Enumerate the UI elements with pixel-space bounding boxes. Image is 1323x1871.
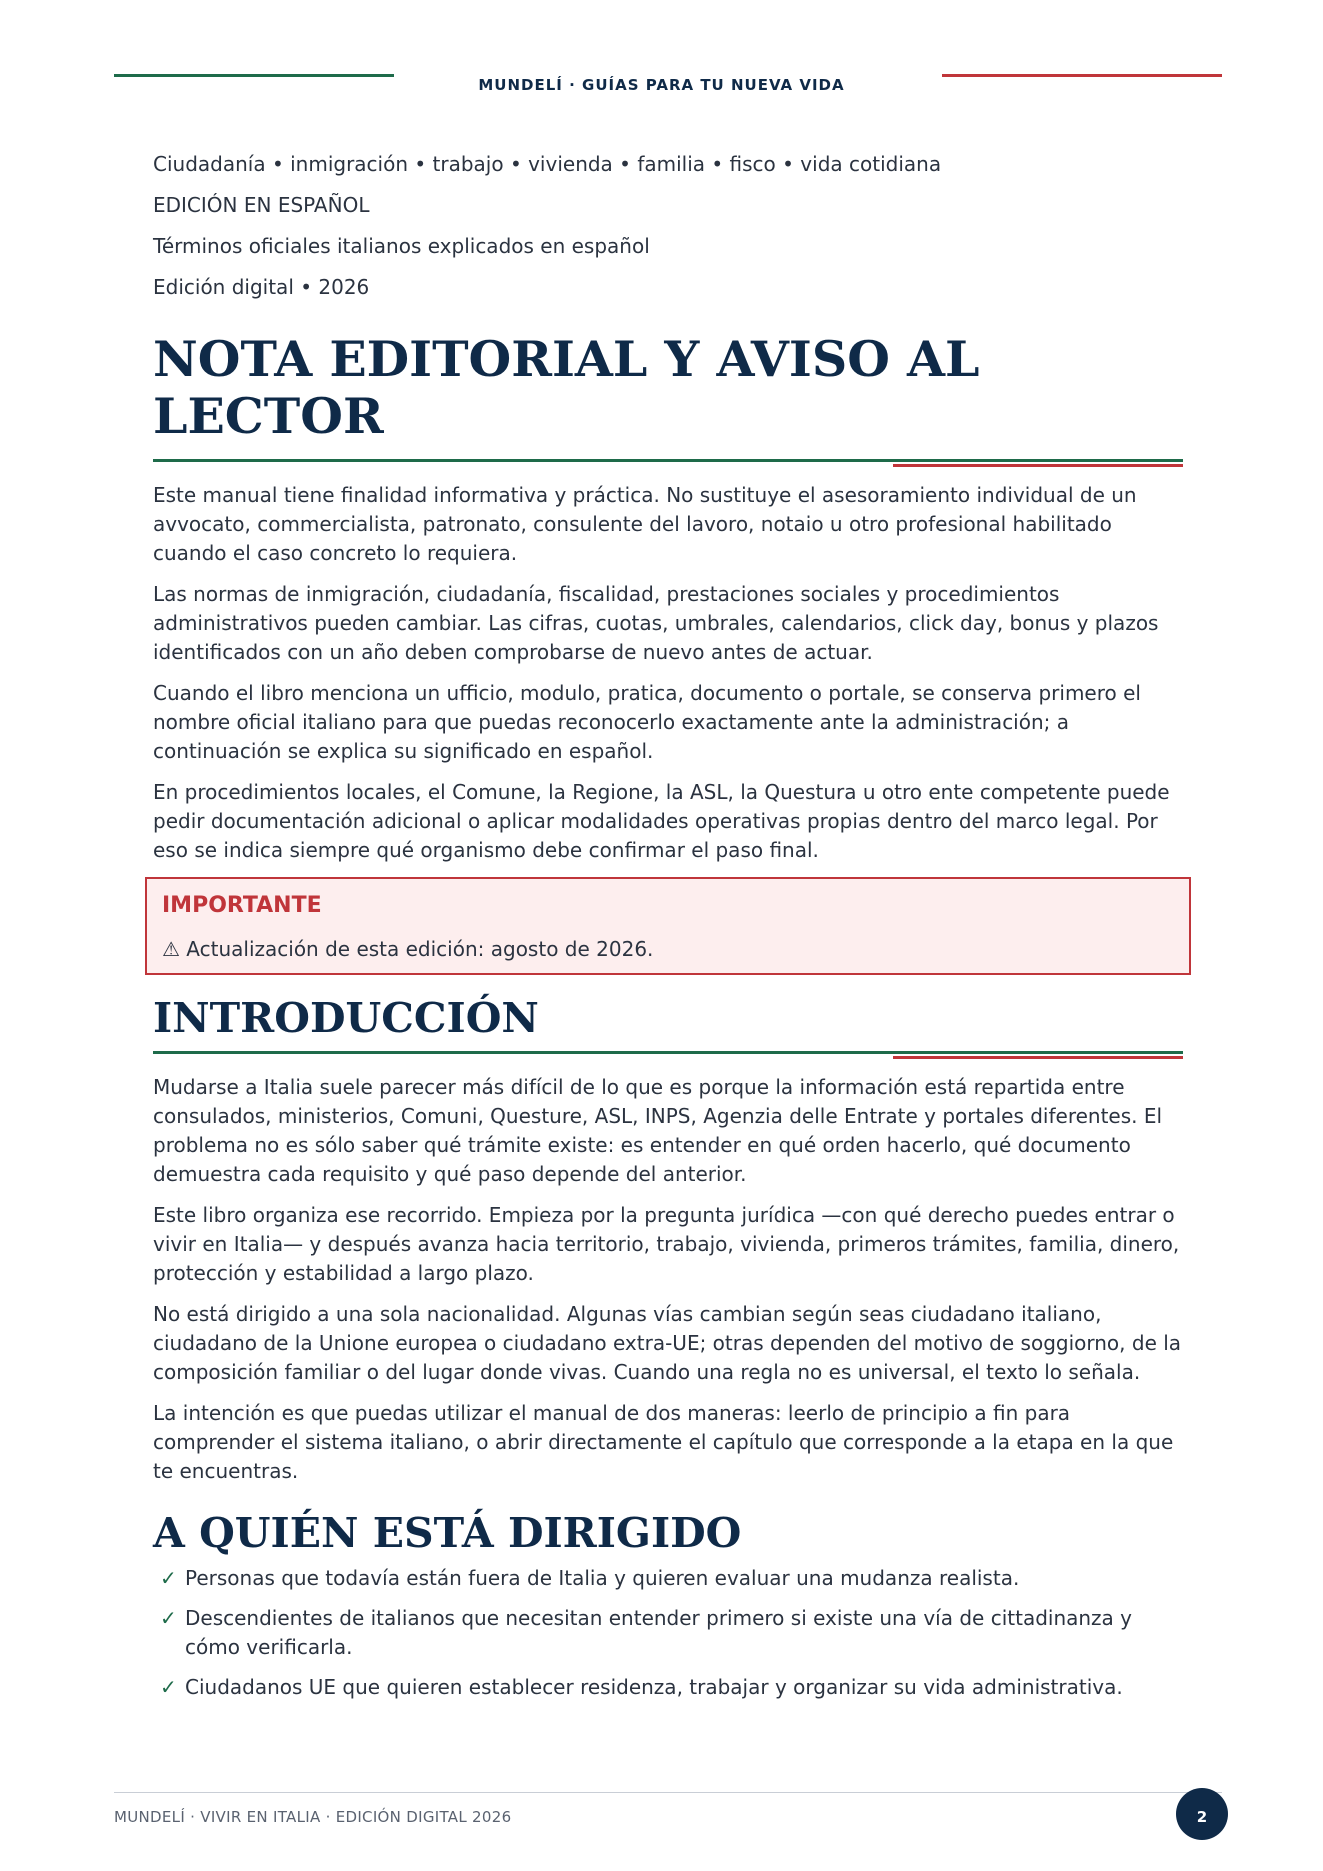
check-icon: ✓: [160, 1566, 177, 1590]
callout-text: Actualización de esta edición: agosto de 2026.: [186, 937, 654, 961]
running-header: MUNDELÍ · GUÍAS PARA TU NUEVA VIDA: [478, 76, 845, 94]
list-item: [153, 1604, 1183, 1662]
warning-icon: ⚠: [162, 937, 180, 961]
intro-paragraph: No está dirigido a una sola nacionalidad. Algunas vías cambian según seas ciudadano italiano, ciudadano de la Unione europea o ciudadano extra-UE; otras dependen del motivo de soggiorno, de la composición familiar o del lugar donde vivas. Cuando una regla no es universal, el texto lo señala.: [153, 1302, 1182, 1384]
section-divider: [153, 1051, 1183, 1061]
editorial-paragraph: En procedimientos locales, el Comune, la Regione, la ASL, la Questura u otro ente competente puede pedir documentación adicional o aplicar modalidades operativas propias dentro del marco legal. Por eso se indica siempre qué organismo debe confirmar el paso final.: [153, 780, 1170, 862]
list-item-text: Descendientes de italianos que necesitan entender primero si existe una vía de cittadinanza y cómo verificarla.: [185, 1606, 1133, 1659]
subtitle: Términos oficiales italianos explicados en español: [153, 234, 650, 258]
topics-line: Ciudadanía • inmigración • trabajo • vivienda • familia • fisco • vida cotidiana: [153, 152, 942, 176]
list-item-text: Ciudadanos UE que quieren establecer residenza, trabajar y organizar su vida administrativa.: [185, 1675, 1123, 1699]
intro-paragraph: Este libro organiza ese recorrido. Empieza por la pregunta jurídica —con qué derecho puedes entrar o vivir en Italia— y después avanza hacia territorio, trabajo, vivienda, primeros trámites, familia, dinero, protección y estabilidad a largo plazo.: [153, 1203, 1180, 1285]
list-item: [153, 1564, 1183, 1593]
page-number: 2: [1196, 1808, 1208, 1826]
list-item-text: Personas que todavía están fuera de Italia y quieren evaluar una mudanza realista.: [185, 1566, 1020, 1590]
list-item: [153, 1673, 1183, 1702]
edition-line: Edición digital • 2026: [153, 275, 370, 299]
intro-heading: INTRODUCCIÓN: [153, 994, 539, 1042]
page-content: [153, 150, 1183, 1713]
intro-paragraph: La intención es que puedas utilizar el manual de dos maneras: leerlo de principio a fin para comprender el sistema italiano, o abrir directamente el capítulo que corresponde a la etapa en la que te encuentras.: [153, 1401, 1174, 1483]
check-icon: ✓: [160, 1606, 177, 1630]
section-divider: [153, 459, 1183, 469]
callout-title: IMPORTANTE: [162, 893, 322, 918]
header-rule-red: [942, 74, 1222, 77]
check-icon: ✓: [160, 1675, 177, 1699]
footer-rule: [114, 1792, 1222, 1793]
audience-list: [153, 1564, 1183, 1702]
editorial-paragraph: Las normas de inmigración, ciudadanía, fiscalidad, prestaciones sociales y procedimientos administrativos pueden cambiar. Las cifras, cuotas, umbrales, calendarios, click day, bonus y plazos identificados con un año deben comprobarse de nuevo antes de actuar.: [153, 582, 1159, 664]
audience-heading: A QUIÉN ESTÁ DIRIGIDO: [153, 1509, 742, 1557]
callout-body: [162, 935, 1174, 963]
intro-paragraph: Mudarse a Italia suele parecer más difícil de lo que es porque la información está repartida entre consulados, ministerios, Comuni, Questure, ASL, INPS, Agenzia delle Entrate y portales diferentes. El problema no es sólo saber qué trámite existe: es entender en qué orden hacerlo, qué documento demuestra cada requisito y qué paso depende del anterior.: [153, 1075, 1163, 1186]
editorial-heading: NOTA EDITORIAL Y AVISO AL LECTOR: [153, 330, 980, 445]
editorial-paragraph: Este manual tiene finalidad informativa y práctica. No sustituye el asesoramiento individual de un avvocato, commercialista, patronato, consulente del lavoro, notaio u otro profesional habilitado cuando el caso concreto lo requiera.: [153, 483, 1137, 565]
edition-language: EDICIÓN EN ESPAÑOL: [153, 193, 370, 217]
footer-text: MUNDELÍ · VIVIR EN ITALIA · EDICIÓN DIGITAL 2026: [114, 1808, 512, 1826]
important-callout: [145, 877, 1191, 975]
editorial-paragraph: Cuando el libro menciona un ufficio, modulo, pratica, documento o portale, se conserva primero el nombre oficial italiano para que puedas reconocerlo exactamente ante la administración; a continuación se explica su significado en español.: [153, 681, 1141, 763]
page-number-badge: [1176, 1788, 1228, 1840]
